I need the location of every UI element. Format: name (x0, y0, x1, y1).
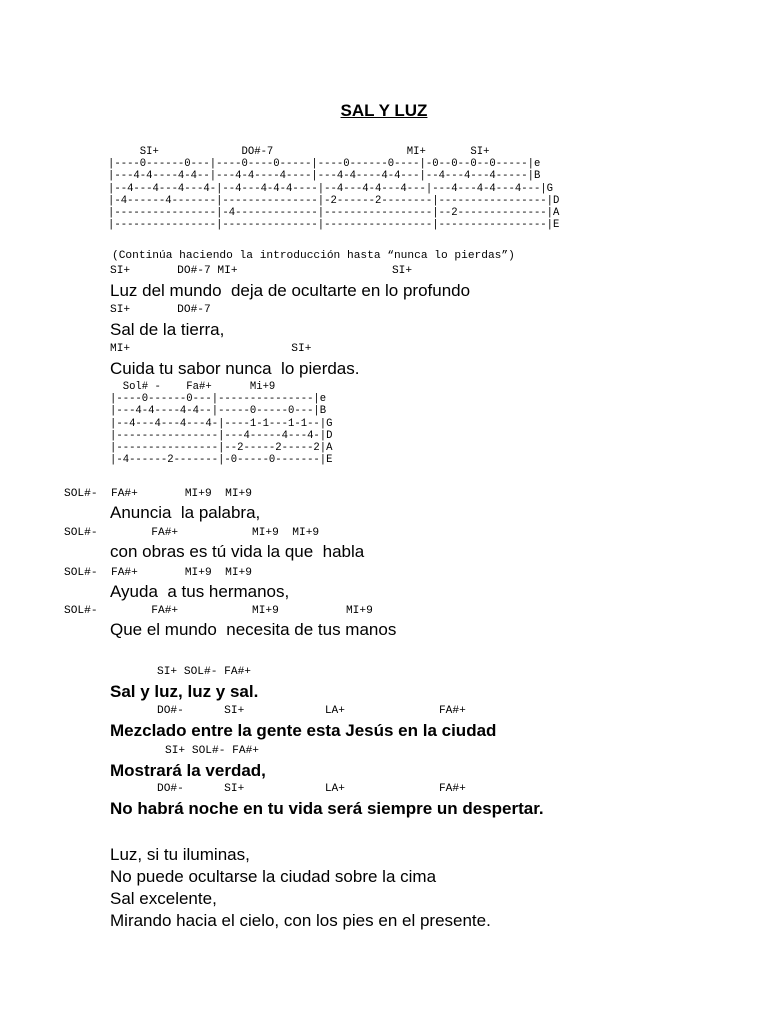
chord-line: SI+ DO#-7 MI+ SI+ (110, 265, 413, 277)
chorus-line: Sal y luz, luz y sal. (110, 682, 259, 701)
chord-line: DO#- SI+ LA+ FA#+ (157, 705, 466, 717)
lyric-line: Cuida tu sabor nunca lo pierdas. (110, 359, 360, 378)
lyric-line: Mirando hacia el cielo, con los pies en el presente. (110, 911, 491, 930)
chorus-line: Mezclado entre la gente esta Jesús en la ciudad (110, 721, 497, 740)
intro-guitar-tab: SI+ DO#-7 MI+ SI+ |----0------0---|----0----0-----|----0------0----|-0--0--0--0-----|e |---4-4----4-4--|---4-4----4----|---4-4----4-4---|--4---4---4-----|B |--4---4---4---4-|--4---4-4-4----|--4---4-4---4---|---4---4-4---4---|G |-4------4-------|---------------|-2------2--------|-----------------|D |----------------|-4-------------|-----------------|--2--------------|A |----------------|---------------|-----------------|-----------------|E (108, 146, 560, 232)
chord-line: DO#- SI+ LA+ FA#+ (157, 783, 466, 795)
chorus-line: No habrá noche en tu vida será siempre un despertar. (110, 799, 544, 818)
lyric-line: Sal excelente, (110, 889, 217, 908)
chord-line: SI+ SOL#- FA#+ (165, 745, 259, 757)
chord-line: SOL#- FA#+ MI+9 MI+9 (64, 567, 252, 579)
lyric-line: No puede ocultarse la ciudad sobre la cima (110, 867, 437, 886)
lyric-line: Que el mundo necesita de tus manos (110, 620, 397, 639)
lyric-line: Luz, si tu iluminas, (110, 845, 250, 864)
lyric-line: Luz del mundo deja de ocultarte en lo profundo (110, 281, 471, 300)
chord-line: SOL#- FA#+ MI+9 MI+9 (64, 605, 373, 617)
chorus-line: Mostrará la verdad, (110, 761, 266, 780)
chord-line: SOL#- FA#+ MI+9 MI+9 (64, 488, 252, 500)
song-title: SAL Y LUZ (340, 101, 428, 120)
chord-line: SI+ DO#-7 (110, 304, 211, 316)
lyric-line: Ayuda a tus hermanos, (110, 582, 290, 601)
intro-note: (Continúa haciendo la introducción hasta “nunca lo pierdas”) (112, 250, 515, 262)
lyric-line: Sal de la tierra, (110, 320, 225, 339)
verse-guitar-tab: Sol# - Fa#+ Mi+9 |----0------0---|---------------|e |---4-4----4-4--|-----0-----0---|B |--4---4---4---4-|----1-1---1-1--|G |----------------|---4-----4---4-|D |----------------|--2-----2-----2|A |-4------2-------|-0-----0-------|E (110, 381, 333, 467)
chord-line: MI+ SI+ (110, 343, 312, 355)
lyric-line: con obras es tú vida la que habla (110, 542, 365, 561)
chord-line: SI+ SOL#- FA#+ (157, 666, 251, 678)
chord-line: SOL#- FA#+ MI+9 MI+9 (64, 527, 320, 539)
lyric-line: Anuncia la palabra, (110, 503, 261, 522)
